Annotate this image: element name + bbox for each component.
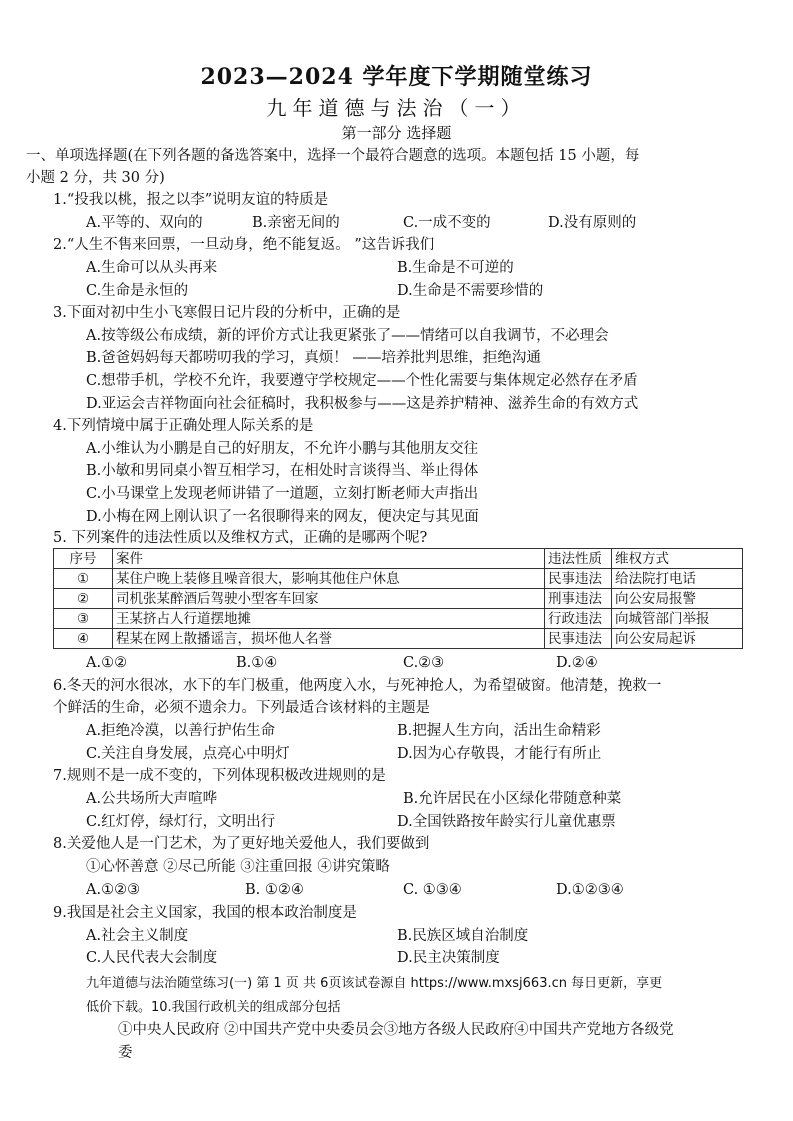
question-4-option-a: A.小维认为小鹏是自己的好朋友，不允许小鹏与其他朋友交往 bbox=[86, 441, 479, 457]
question-4-option-d: D.小梅在网上刚认识了一名很聊得来的网友，便决定与其见面 bbox=[86, 509, 479, 525]
question-6-stem-line-1: 6.冬天的河水很冰，水下的车门极重，他两度入水，与死神抢人，为希望破窗。他清楚，挽救一 bbox=[53, 678, 662, 694]
question-8-stem: 8.关爱他人是一门艺术，为了更好地关爱他人，我们要做到 bbox=[53, 836, 430, 852]
question-9-option-c: C.人民代表大会制度 bbox=[86, 950, 218, 966]
question-2-option-c: C.生命是永恒的 bbox=[86, 283, 189, 299]
question-7-option-c: C.红灯停，绿灯行，文明出行 bbox=[86, 814, 276, 830]
table-row bbox=[54, 629, 743, 649]
question-5-stem: 5. 下列案件的违法性质以及维权方式，正确的是哪两个呢? bbox=[53, 530, 428, 546]
question-6-option-c: C.关注自身发展，点亮心中明灯 bbox=[86, 746, 290, 762]
question-9-option-d: D.民主决策制度 bbox=[397, 950, 500, 966]
question-5-option-c: C.②③ bbox=[403, 655, 445, 671]
table-cell: 行政违法 bbox=[545, 609, 612, 629]
question-1-stem: 1.“投我以桃，报之以李”说明友谊的特质是 bbox=[53, 192, 329, 208]
question-7-stem: 7.规则不是一成不变的，下列体现积极改进规则的是 bbox=[53, 768, 386, 784]
table-cell: ③ bbox=[54, 609, 113, 629]
instructions-line-2: 小题 2 分，共 30 分) bbox=[26, 170, 165, 186]
table-row bbox=[54, 609, 743, 629]
table-header-cell: 违法性质 bbox=[545, 549, 612, 569]
question-9-option-a: A.社会主义制度 bbox=[86, 928, 189, 944]
question-1-option-b: B.亲密无间的 bbox=[252, 215, 340, 231]
question-9-stem: 9.我国是社会主义国家，我国的根本政治制度是 bbox=[53, 905, 357, 921]
question-3-option-d: D.亚运会吉祥物面向社会征稿时，我积极参与——这是养护精神、滋养生命的有效方式 bbox=[86, 396, 639, 412]
question-8-option-a: A.①②③ bbox=[86, 882, 141, 898]
question-8-option-b: B. ①②④ bbox=[245, 882, 304, 898]
table-cell: ① bbox=[54, 569, 113, 589]
part-heading: 第一部分 选择题 bbox=[341, 124, 452, 142]
table-cell: 给法院打电话 bbox=[612, 569, 743, 589]
question-7-option-b: B.允许居民在小区绿化带随意种菜 bbox=[403, 791, 622, 807]
table-row bbox=[54, 569, 743, 589]
question-5-option-d: D.②④ bbox=[556, 655, 598, 671]
instructions-line-1: 一、单项选择题(在下列各题的备选答案中，选择一个最符合题意的选项。本题包括 15 小题，每 bbox=[26, 148, 640, 164]
table-cell: 程某在网上散播谣言，损坏他人名誉 bbox=[113, 629, 545, 649]
question-3-option-c: C.想带手机，学校不允许，我要遵守学校规定——个性化需要与集体规定必然存在矛盾 bbox=[86, 373, 638, 389]
question-6-stem-line-2: 个鲜活的生命，必须不遗余力。下列最适合该材料的主题是 bbox=[53, 700, 430, 716]
question-8-option-c: C. ①③④ bbox=[403, 882, 462, 898]
table-cell: ② bbox=[54, 589, 113, 609]
question-10-items-line-1: ①中央人民政府 ②中国共产党中央委员会③地方各级人民政府④中国共产党地方各级党 bbox=[118, 1022, 674, 1038]
exam-title: 2023—2024 学年度下学期随堂练习 bbox=[200, 64, 593, 90]
exam-subtitle: 九年道德与法治（一） bbox=[266, 96, 527, 120]
question-6-option-a: A.拒绝冷漠，以善行护佑生命 bbox=[86, 723, 276, 739]
question-4-option-b: B.小敏和男同桌小智互相学习，在相处时言谈得当、举止得体 bbox=[86, 463, 479, 479]
table-header-cell: 案件 bbox=[113, 549, 545, 569]
table-cell: 司机张某醉酒后驾驶小型客车回家 bbox=[113, 589, 545, 609]
question-3-option-a: A.按等级公布成绩，新的评价方式让我更紧张了——情绪可以自我调节，不必理会 bbox=[86, 328, 609, 344]
table-cell: 向城管部门举报 bbox=[612, 609, 743, 629]
page-footer-line-1: 九年道德与法治随堂练习(一) 第 1 页 共 6页该试卷源自 https://www.mxsj663.cn 每日更新，享更 bbox=[86, 976, 663, 991]
question-3-option-b: B.爸爸妈妈每天都唠叨我的学习，真烦！ ——培养批判思维，拒绝沟通 bbox=[86, 350, 541, 366]
question-9-option-b: B.民族区域自治制度 bbox=[397, 928, 529, 944]
question-2-option-b: B.生命是不可逆的 bbox=[397, 260, 514, 276]
question-2-option-a: A.生命可以从头再来 bbox=[86, 260, 218, 276]
question-1-option-c: C.一成不变的 bbox=[403, 215, 491, 231]
question-6-option-d: D.因为心存敬畏，才能行有所止 bbox=[397, 746, 602, 762]
page-footer-line-2: 低价下载。10.我国行政机关的组成部分包括 bbox=[86, 1000, 341, 1015]
question-7-option-a: A.公共场所大声喧哗 bbox=[86, 791, 218, 807]
table-cell: 王某挤占人行道摆地摊 bbox=[113, 609, 545, 629]
table-cell: 刑事违法 bbox=[545, 589, 612, 609]
question-2-stem: 2.“人生不售来回票，一旦动身，绝不能复返。 ”这告诉我们 bbox=[53, 237, 435, 253]
question-5-option-a: A.①② bbox=[86, 655, 128, 671]
question-3-stem: 3.下面对初中生小飞寒假日记片段的分析中，正确的是 bbox=[53, 305, 401, 321]
question-10-items-line-2: 委 bbox=[118, 1045, 133, 1061]
table-header-row bbox=[54, 549, 743, 569]
table-header-cell: 序号 bbox=[54, 549, 113, 569]
table-row bbox=[54, 589, 743, 609]
question-2-option-d: D.生命是不需要珍惜的 bbox=[397, 283, 544, 299]
question-4-stem: 4.下列情境中属于正确处理人际关系的是 bbox=[53, 418, 314, 434]
table-cell: 民事违法 bbox=[545, 629, 612, 649]
question-8-items: ①心怀善意 ②尽己所能 ③注重回报 ④讲究策略 bbox=[86, 859, 390, 875]
question-5-option-b: B.①④ bbox=[236, 655, 278, 671]
question-7-option-d: D.全国铁路按年龄实行儿童优惠票 bbox=[397, 814, 616, 830]
question-1-option-a: A.平等的、双向的 bbox=[86, 215, 203, 231]
question-4-option-c: C.小马课堂上发现老师讲错了一道题，立刻打断老师大声指出 bbox=[86, 486, 479, 502]
table-cell: 民事违法 bbox=[545, 569, 612, 589]
question-1-option-d: D.没有原则的 bbox=[548, 215, 637, 231]
case-table bbox=[53, 548, 743, 649]
question-6-option-b: B.把握人生方向，活出生命精彩 bbox=[397, 723, 601, 739]
table-cell: 某住户晚上装修且噪音很大，影响其他住户休息 bbox=[113, 569, 545, 589]
table-cell: ④ bbox=[54, 629, 113, 649]
table-header-cell: 维权方式 bbox=[612, 549, 743, 569]
table-cell: 向公安局报警 bbox=[612, 589, 743, 609]
question-8-option-d: D.①②③④ bbox=[556, 882, 624, 898]
table-cell: 向公安局起诉 bbox=[612, 629, 743, 649]
